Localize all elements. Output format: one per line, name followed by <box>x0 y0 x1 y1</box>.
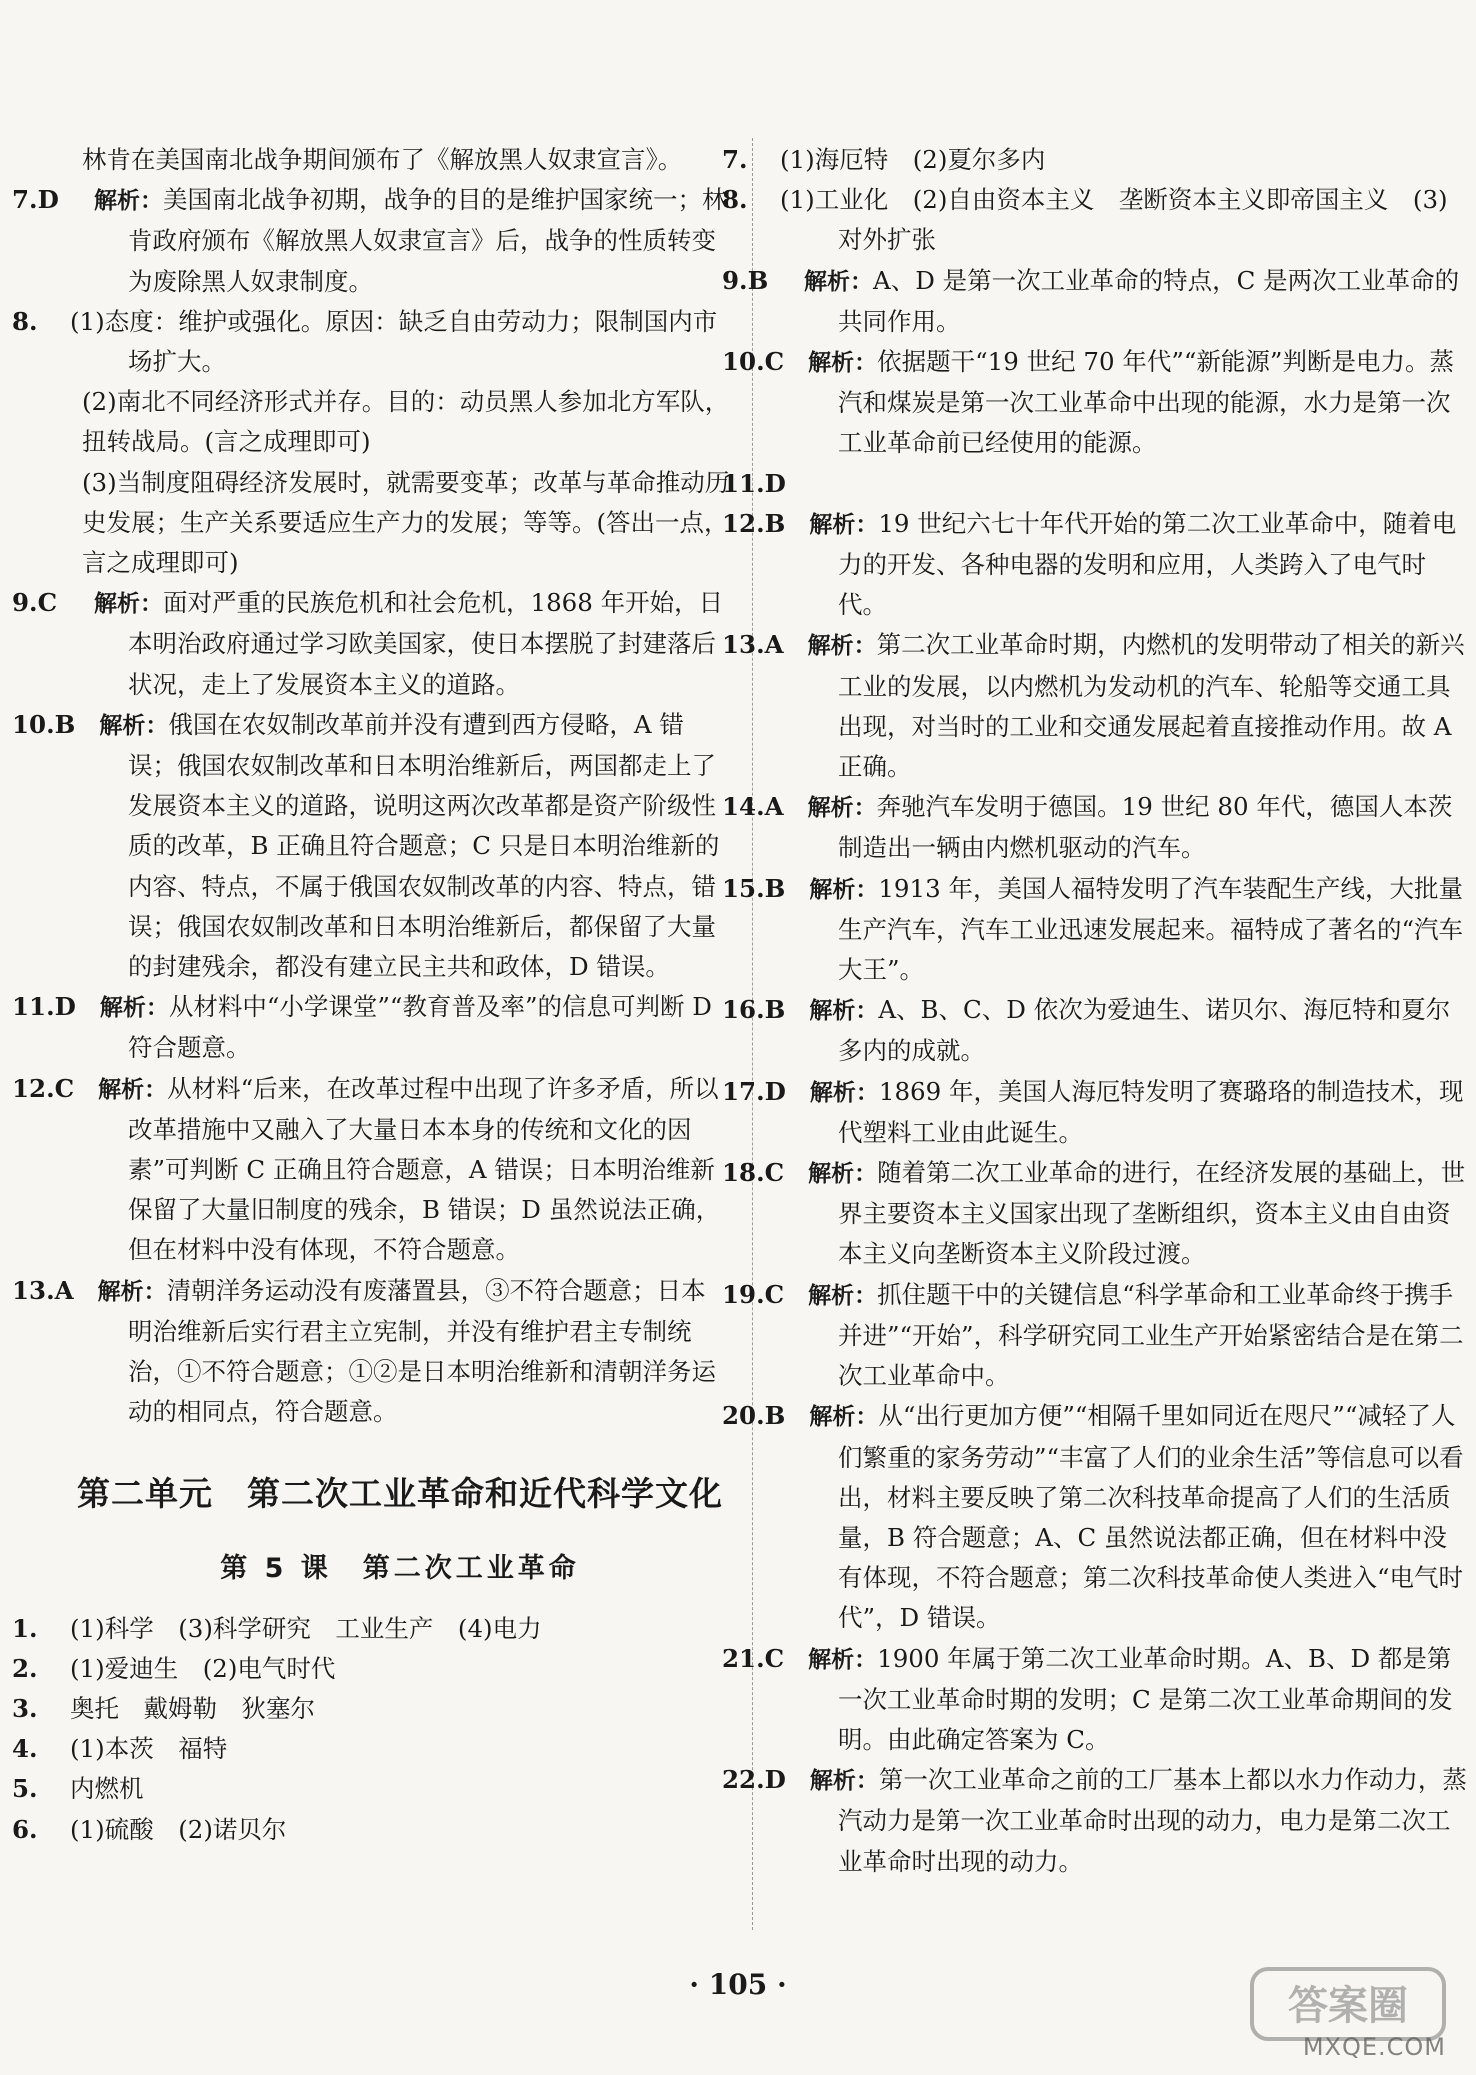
answer-text: A、D 是第一次工业革命的特点，C 是两次工业革命的共同作用。 <box>838 265 1460 336</box>
analysis-label: 解析 <box>99 995 146 1022</box>
answer-item: 7. (1)海厄特 (2)夏尔多内 <box>722 145 1046 174</box>
answer-text: A、B、C、D 依次为爱迪生、诺贝尔、海厄特和夏尔多内的成就。 <box>838 995 1451 1066</box>
answer-item: 13.A 解析：第二次工业革命时期，内燃机的发明带动了相关的新兴工业的发展，以内燃机为发动机的汽车、轮船等交通工具出现，对当时的工业和交通发展起着直接推动作用。故 A 正确。 <box>780 625 1470 787</box>
answer-item: 9.B 解析：A、D 是第一次工业革命的特点，C 是两次工业革命的共同作用。 <box>722 265 1460 336</box>
answer-item: 10.B 解析：俄国在农奴制改革前并没有遭到西方侵略，A 错误；俄国农奴制改革和日本明治维新后，两国都走上了发展资本主义的道路，说明这两次改革都是资产阶级性质的改革，B 正确且符合题意；C 只是日本明治维新的内容、特点，不属于俄国农奴制改革的内容、特点，错误；俄国农奴制改革和日本明治维新后，都保留了大量的封建残余，都没有建立民主共和政体，D 错误。 <box>70 705 730 987</box>
answer-text: (2)南北不同经济形式并存。目的：动员黑人参加北方军队，扭转战局。(言之成理即可) <box>82 387 730 457</box>
answer-number: 10.B <box>12 709 76 739</box>
answer-text: 1900 年属于第二次工业革命时期。A、B、D 都是第一次工业革命时期的发明；C 是第二次工业革命期间的发明。由此确定答案为 C。 <box>838 1643 1453 1754</box>
analysis-label: 解析 <box>94 188 140 215</box>
answer-text: 随着第二次工业革命的进行，在经济发展的基础上，世界主要资本主义国家出现了垄断组织，资本主义由自由资本主义向垄断资本主义阶段过渡。 <box>838 1158 1466 1269</box>
answer-text: (3)当制度阻碍经济发展时，就需要变革；改革与革命推动历史发展；生产关系要适应生产力的发展；等等。(答出一点，言之成理即可) <box>82 467 730 578</box>
answer-number: 21.C <box>722 1643 785 1673</box>
answer-number: 12.B <box>722 508 786 538</box>
answer-item: 22.D 解析：第一次工业革命之前的工厂基本上都以水力作动力，蒸汽动力是第一次工业革命时出现的动力，电力是第二次工业革命时出现的动力。 <box>780 1760 1470 1882</box>
answer-text: 从“出行更加方便”“相隔千里如同近在咫尺”“减轻了人们繁重的家务劳动”“丰富了人们的业余生活”等信息可以看出，材料主要反映了第二次科技革命提高了人们的生活质量，B 符合题意；A、C 虽然说法都正确，但在材料中没有体现，不符合题意；第二次科技革命使人类进入“电气时代”，D 错误。 <box>838 1401 1464 1633</box>
page-number: · 105 · <box>689 1968 787 2001</box>
analysis-label: 解析 <box>807 633 854 660</box>
answer-number: 13.A <box>722 630 784 660</box>
left-answers-part2 <box>12 1609 730 1850</box>
answer-text: 1869 年，美国人海厄特发明了赛璐珞的制造技术，现代塑料工业由此诞生。 <box>838 1076 1464 1147</box>
answer-item: 10.C 解析：依据题干“19 世纪 70 年代”“新能源”判断是电力。蒸汽和煤炭是第一次工业革命中出现的能源，水力是第一次工业革命前已经使用的能源。 <box>780 342 1470 464</box>
answer-text: 内燃机 <box>70 1774 144 1804</box>
answer-text: 奔驰汽车发明于德国。19 世纪 80 年代，德国人本茨制造出一辆由内燃机驱动的汽车。 <box>838 792 1453 863</box>
answer-text: (1)海厄特 (2)夏尔多内 <box>780 145 1046 174</box>
lesson-heading: 第 5 课 第二次工业革命 <box>220 1552 580 1584</box>
answer-item <box>70 463 730 584</box>
answer-item: 6. (1)硫酸 (2)诺贝尔 <box>12 1814 287 1844</box>
analysis-label: 解析 <box>99 712 146 739</box>
answer-text: 面对严重的民族危机和社会危机，1868 年开始，日本明治政府通过学习欧美国家，使日本摆脱了封建落后状况，走上了发展资本主义的道路。 <box>128 588 724 699</box>
answer-item: 5. 内燃机 <box>12 1774 144 1804</box>
answer-text: (1)态度：维护或强化。原因：缺乏自由劳动力；限制国内市场扩大。 <box>70 306 718 377</box>
analysis-label: 解析 <box>808 1282 855 1309</box>
analysis-label: 解析 <box>808 1646 855 1673</box>
answer-number: 18.C <box>722 1158 785 1188</box>
answer-text: (1)科学 (3)科学研究 工业生产 (4)电力 <box>70 1613 542 1643</box>
answer-number: 14.A <box>722 792 784 822</box>
answer-item: 8. (1)态度：维护或强化。原因：缺乏自由劳动力；限制国内市场扩大。 <box>12 306 718 377</box>
analysis-label: 解析 <box>98 1076 145 1103</box>
watermark-logo-text: 答案圈 <box>1288 1983 1408 2029</box>
answer-number: 15.B <box>722 873 786 903</box>
answer-number: 16.B <box>722 995 786 1025</box>
left-answers-part1 <box>12 140 730 1433</box>
analysis-label: 解析 <box>809 1768 856 1795</box>
answer-text: 第一次工业革命之前的工厂基本上都以水力作动力，蒸汽动力是第一次工业革命时出现的动力，电力是第二次工业革命时出现的动力。 <box>838 1765 1467 1876</box>
answer-text: 奥托 戴姆勒 狄塞尔 <box>70 1693 315 1723</box>
answer-item <box>722 464 1470 504</box>
analysis-label: 解析 <box>809 1404 856 1431</box>
answer-text: (1)工业化 (2)自由资本主义 垄断资本主义即帝国主义 (3)对外扩张 <box>780 185 1448 255</box>
analysis-label: 解析 <box>804 268 850 295</box>
answer-item: 1. (1)科学 (3)科学研究 工业生产 (4)电力 <box>12 1613 542 1643</box>
analysis-label: 解析 <box>807 795 854 822</box>
answer-item: 12.B 解析：19 世纪六七十年代开始的第二次工业革命中，随着电力的开发、各种电器的发明和应用，人类跨入了电气时代。 <box>780 504 1470 626</box>
answer-item: 7.D 解析：美国南北战争初期，战争的目的是维护国家统一；林肯政府颁布《解放黑人奴隶宣言》后，战争的性质转变为废除黑人奴隶制度。 <box>12 185 727 296</box>
analysis-label: 解析 <box>809 876 856 903</box>
answer-text: (1)本茨 福特 <box>70 1734 228 1764</box>
answer-item <box>70 140 730 180</box>
answer-text: 从材料“后来，在改革过程中出现了许多矛盾，所以改革措施中又融入了大量日本本身的传统和文化的因素”可判断 C 正确且符合题意，A 错误；日本明治维新保留了大量旧制度的残余，B 错误；D 虽然说法正确，但在材料中没有体现，不符合题意。 <box>128 1073 721 1265</box>
answer-item: 2. (1)爱迪生 (2)电气时代 <box>12 1653 336 1683</box>
answer-item: 3. 奥托 戴姆勒 狄塞尔 <box>12 1693 315 1723</box>
analysis-label: 解析 <box>808 350 855 377</box>
answer-item: 21.C 解析：1900 年属于第二次工业革命时期。A、B、D 都是第一次工业革命时期的发明；C 是第二次工业革命期间的发明。由此确定答案为 C。 <box>780 1639 1470 1761</box>
answer-item: 8. (1)工业化 (2)自由资本主义 垄断资本主义即帝国主义 (3)对外扩张 <box>722 185 1448 255</box>
left-column <box>12 140 730 1850</box>
analysis-label: 解析 <box>809 1079 856 1106</box>
answer-number: 12.C <box>12 1073 75 1103</box>
answer-text: 抓住题干中的关键信息“科学革命和工业革命终于携手并进”“开始”，科学研究同工业生产开始紧密结合是在第二次工业革命中。 <box>838 1279 1464 1391</box>
answer-item: 15.B 解析：1913 年，美国人福特发明了汽车装配生产线，大批量生产汽车，汽车工业迅速发展起来。福特成了著名的“汽车大王”。 <box>780 869 1470 991</box>
answer-text: 清朝洋务运动没有废藩置县，③不符合题意；日本明治维新后实行君主立宪制，并没有维护君主专制统治，①不符合题意；①②是日本明治维新和清朝洋务运动的相同点，符合题意。 <box>128 1275 716 1427</box>
answer-number: 17.D <box>722 1076 786 1106</box>
answer-item: 4. (1)本茨 福特 <box>12 1734 228 1764</box>
analysis-label: 解析 <box>808 1161 855 1188</box>
answer-number: 22.D <box>722 1765 786 1795</box>
answer-number: 11.D <box>722 468 786 498</box>
answer-number: 10.C <box>722 347 785 377</box>
watermark-site: MXQE.COM <box>1302 2033 1446 2061</box>
answer-number: 11.D <box>12 992 76 1022</box>
answer-text: 林肯在美国南北战争期间颁布了《解放黑人奴隶宣言》。 <box>82 145 683 174</box>
answer-item: 16.B 解析：A、B、C、D 依次为爱迪生、诺贝尔、海厄特和夏尔多内的成就。 <box>780 990 1470 1071</box>
answer-text: 1913 年，美国人福特发明了汽车装配生产线，大批量生产汽车，汽车工业迅速发展起来。福特成了著名的“汽车大王”。 <box>838 873 1464 985</box>
answer-text: (1)爱迪生 (2)电气时代 <box>70 1653 336 1683</box>
answer-item: 11.D 解析：从材料中“小学课堂”“教育普及率”的信息可判断 D 符合题意。 <box>70 987 730 1068</box>
answer-item: 13.A 解析：清朝洋务运动没有废藩置县，③不符合题意；日本明治维新后实行君主立宪制，并没有维护君主专制统治，①不符合题意；①②是日本明治维新和清朝洋务运动的相同点，符合题意。 <box>70 1271 730 1433</box>
unit-heading: 第二单元 第二次工业革命和近代科学文化 <box>77 1473 723 1513</box>
answer-number: 13.A <box>12 1275 74 1305</box>
answer-item <box>70 382 730 462</box>
answer-number: 19.C <box>722 1279 785 1309</box>
right-answers <box>722 140 1470 1882</box>
answer-number: 20.B <box>722 1401 786 1431</box>
answer-text: 依据题干“19 世纪 70 年代”“新能源”判断是电力。蒸汽和煤炭是第一次工业革命中出现的能源，水力是第一次工业革命前已经使用的能源。 <box>838 347 1454 458</box>
answer-item: 14.A 解析：奔驰汽车发明于德国。19 世纪 80 年代，德国人本茨制造出一辆由内燃机驱动的汽车。 <box>780 787 1470 868</box>
answer-item: 20.B 解析：从“出行更加方便”“相隔千里如同近在咫尺”“减轻了人们繁重的家务劳动”“丰富了人们的业余生活”等信息可以看出，材料主要反映了第二次科技革命提高了人们的生活质量，B 符合题意；A、C 虽然说法都正确，但在材料中没有体现，不符合题意；第二次科技革命使人类进入“电气时代”，D 错误。 <box>780 1396 1470 1638</box>
answer-text: 第二次工业革命时期，内燃机的发明带动了相关的新兴工业的发展，以内燃机为发动机的汽车、轮船等交通工具出现，对当时的工业和交通发展起着直接推动作用。故 A 正确。 <box>838 630 1465 782</box>
answer-item: 12.C 解析：从材料“后来，在改革过程中出现了许多矛盾，所以改革措施中又融入了大量日本本身的传统和文化的因素”可判断 C 正确且符合题意，A 错误；日本明治维新保留了大量旧制度的残余，B 错误；D 虽然说法正确，但在材料中没有体现，不符合题意。 <box>70 1069 730 1271</box>
answer-item: 9.C 解析：面对严重的民族危机和社会危机，1868 年开始，日本明治政府通过学习欧美国家，使日本摆脱了封建落后状况，走上了发展资本主义的道路。 <box>12 588 724 699</box>
answer-text: 美国南北战争初期，战争的目的是维护国家统一；林肯政府颁布《解放黑人奴隶宣言》后，战争的性质转变为废除黑人奴隶制度。 <box>128 185 727 296</box>
answer-text: (1)硫酸 (2)诺贝尔 <box>70 1814 287 1844</box>
analysis-label: 解析 <box>809 998 856 1025</box>
answer-text: 俄国在农奴制改革前并没有遭到西方侵略，A 错误；俄国农奴制改革和日本明治维新后，两国都走上了发展资本主义的道路，说明这两次改革都是资产阶级性质的改革，B 正确且符合题意；C 只是日本明治维新的内容、特点，不属于俄国农奴制改革的内容、特点，错误；俄国农奴制改革和日本明治维新后，都保留了大量的封建残余，都没有建立民主共和政体，D 错误。 <box>128 709 720 982</box>
analysis-label: 解析 <box>809 511 856 538</box>
answer-text: 从材料中“小学课堂”“教育普及率”的信息可判断 D 符合题意。 <box>128 992 712 1063</box>
right-column <box>722 140 1470 1882</box>
answer-item: 17.D 解析：1869 年，美国人海厄特发明了赛璐珞的制造技术，现代塑料工业由此诞生。 <box>780 1072 1470 1153</box>
answer-text: 19 世纪六七十年代开始的第二次工业革命中，随着电力的开发、各种电器的发明和应用，人类跨入了电气时代。 <box>838 508 1457 620</box>
answer-item: 18.C 解析：随着第二次工业革命的进行，在经济发展的基础上，世界主要资本主义国家出现了垄断组织，资本主义由自由资本主义向垄断资本主义阶段过渡。 <box>780 1153 1470 1275</box>
analysis-label: 解析 <box>97 1278 144 1305</box>
answer-item: 19.C 解析：抓住题干中的关键信息“科学革命和工业革命终于携手并进”“开始”，科学研究同工业生产开始紧密结合是在第二次工业革命中。 <box>780 1275 1470 1397</box>
analysis-label: 解析 <box>94 591 140 618</box>
